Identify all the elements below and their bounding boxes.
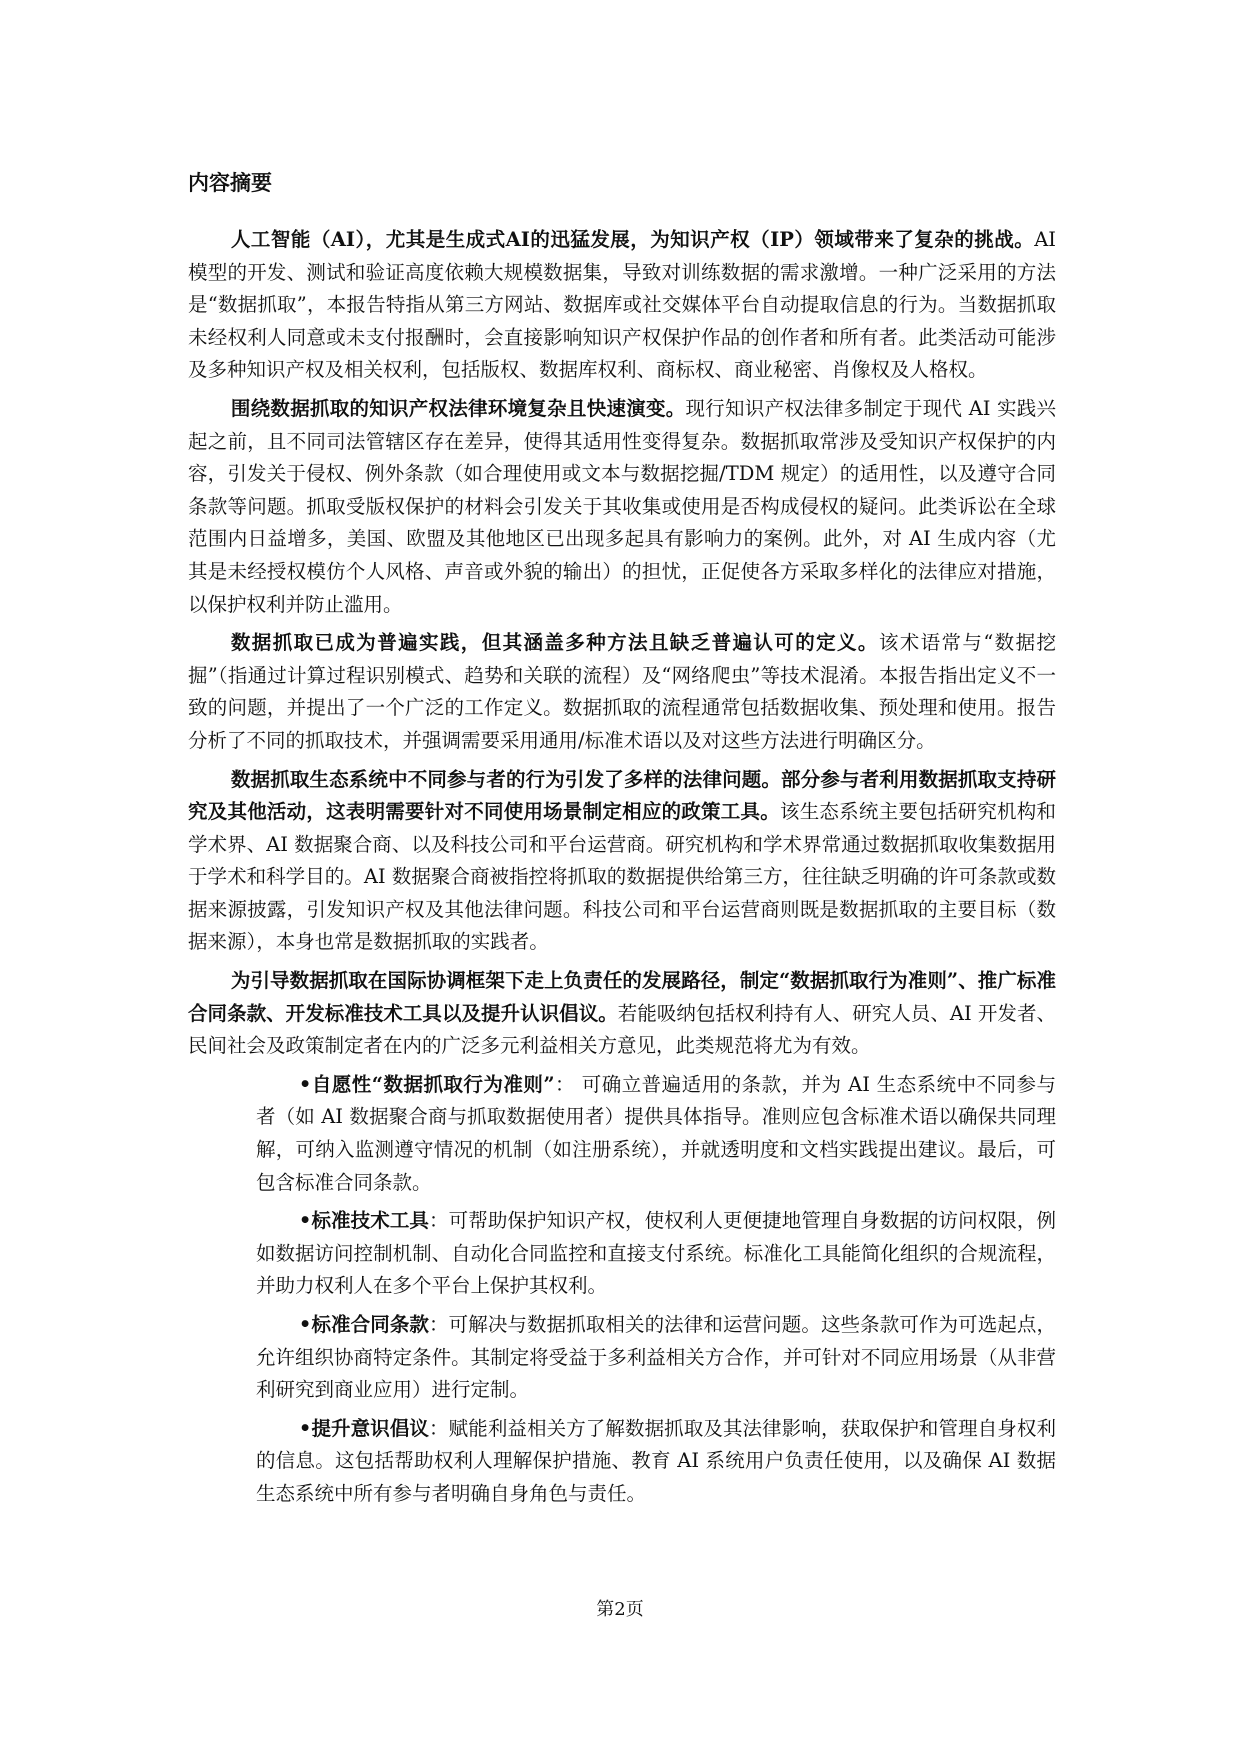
bullet-separator: ：	[429, 1209, 449, 1233]
bullet-dot-icon: •	[298, 1072, 312, 1096]
page-number: 第2页	[596, 1599, 644, 1620]
paragraph-5	[188, 965, 1056, 1063]
bullet-item-contract-terms	[256, 1309, 1056, 1407]
bullet-title: 自愿性“数据抓取行为准则”	[311, 1072, 555, 1096]
paragraph-lead: 数据抓取已成为普遍实践，但其涵盖多种方法且缺乏普遍认可的定义。	[230, 631, 879, 655]
bullet-body: 可解决与数据抓取相关的法律和运营问题。这些条款可作为可选起点，允许组织协商特定条件。其制定将受益于多利益相关方合作，并可针对不同应用场景（从非营利研究到商业应用）进行定制。	[256, 1313, 1056, 1402]
bullet-body: 可帮助保护知识产权，使权利人更便捷地管理自身数据的访问权限，例如数据访问控制机制、自动化合同监控和直接支付系统。标准化工具能简化组织的合规流程，并助力权利人在多个平台上保护其权利。	[256, 1209, 1056, 1298]
paragraph-lead: 数据抓取生态系统中不同参与者的行为引发了多样的法律问题。部分参与者利用数据抓取支持研究及其他活动，这表明需要针对不同使用场景制定相应的政策工具。	[188, 767, 1056, 824]
bullet-dot-icon: •	[298, 1209, 312, 1233]
bullet-dot-icon: •	[298, 1313, 312, 1336]
paragraph-4	[188, 764, 1056, 960]
bullet-dot-icon: •	[298, 1416, 312, 1440]
paragraph-2	[188, 393, 1056, 621]
paragraph-lead: 人工智能（AI），尤其是生成式AI的迅猛发展，为知识产权（IP）领域带来了复杂的挑战。	[230, 228, 1035, 251]
paragraph-body: 现行知识产权法律多制定于现代 AI 实践兴起之前，且不同司法管辖区存在差异，使得其适用性变得复杂。数据抓取常涉及受知识产权保护的内容，引发关于侵权、例外条款（如合理使用或文本与数据挖掘/TDM 规定）的适用性，以及遵守合同条款等问题。抓取受版权保护的材料会引发关于其收集或使用是否构成侵权的疑问。此类诉讼在全球范围内日益增多，美国、欧盟及其他地区已出现多起具有影响力的案例。此外，对 AI 生成内容（尤其是未经授权模仿个人风格、声音或外貌的输出）的担忧，正促使各方采取多样化的法律应对措施，以保护权利并防止滥用。	[188, 396, 1056, 616]
bullet-body: 可确立普遍适用的条款，并为 AI 生态系统中不同参与者（如 AI 数据聚合商与抓取数据使用者）提供具体指导。准则应包含标准术语以确保共同理解，可纳入监测遵守情况的机制（如注册系统），并就透明度和文档实践提出建议。最后，可包含标准合同条款。	[256, 1072, 1057, 1194]
paragraph-body: 该生态系统主要包括研究机构和学术界、AI 数据聚合商、以及科技公司和平台运营商。研究机构和学术界常通过数据抓取收集数据用于学术和科学目的。AI 数据聚合商被指控将抓取的数据提供给第三方，往往缺乏明确的许可条款或数据来源披露，引发知识产权及其他法律问题。科技公司和平台运营商则既是数据抓取的主要目标（数据来源），本身也常是数据抓取的实践者。	[188, 800, 1056, 954]
paragraph-1	[188, 224, 1056, 387]
bullet-separator: ：	[429, 1313, 449, 1336]
paragraph-lead: 为引导数据抓取在国际协调框架下走上负责任的发展路径，制定“数据抓取行为准则”、推广标准合同条款、开发标准技术工具以及提升认识倡议。	[188, 969, 1056, 1025]
paragraph-body: AI 模型的开发、测试和验证高度依赖大规模数据集，导致对训练数据的需求激增。一种广泛采用的方法是“数据抓取”，本报告特指从第三方网站、数据库或社交媒体平台自动提取信息的行为。当数据抓取未经权利人同意或未支付报酬时，会直接影响知识产权保护作品的创作者和所有者。此类活动可能涉及多种知识产权及相关权利，包括版权、数据库权利、商标权、商业秘密、肖像权及人格权。	[188, 228, 1056, 382]
bullet-item-awareness	[256, 1413, 1056, 1511]
bullet-title: 标准技术工具	[311, 1209, 430, 1233]
paragraph-3	[188, 627, 1056, 757]
paragraph-body: 若能吸纳包括权利持有人、研究人员、AI 开发者、民间社会及政策制定者在内的广泛多元利益相关方意见，此类规范将尤为有效。	[188, 1001, 1056, 1058]
section-heading: 内容摘要	[188, 170, 272, 195]
bullet-body: 赋能利益相关方了解数据抓取及其法律影响，获取保护和管理自身权利的信息。这包括帮助权利人理解保护措施、教育 AI 系统用户负责任使用，以及确保 AI 数据生态系统中所有参与者明确自身角色与责任。	[256, 1416, 1056, 1505]
bullet-separator: ：	[554, 1072, 582, 1096]
bullet-title: 标准合同条款	[311, 1313, 430, 1336]
paragraph-lead: 围绕数据抓取的知识产权法律环境复杂且快速演变。	[230, 396, 686, 420]
bullet-list	[256, 1069, 1056, 1511]
paragraph-body: 该术语常与“数据挖掘”（指通过计算过程识别模式、趋势和关联的流程）及“网络爬虫”等技术混淆。本报告指出定义不一致的问题，并提出了一个广泛的工作定义。数据抓取的流程通常包括数据收集、预处理和使用。报告分析了不同的抓取技术，并强调需要采用通用/标准术语以及对这些方法进行明确区分。	[188, 631, 1056, 752]
bullet-item-technical-tools	[256, 1205, 1056, 1303]
page-content	[188, 168, 1056, 1517]
bullet-title: 提升意识倡议	[311, 1416, 430, 1440]
bullet-item-code-of-conduct	[256, 1069, 1056, 1199]
bullet-separator: ：	[429, 1416, 449, 1440]
